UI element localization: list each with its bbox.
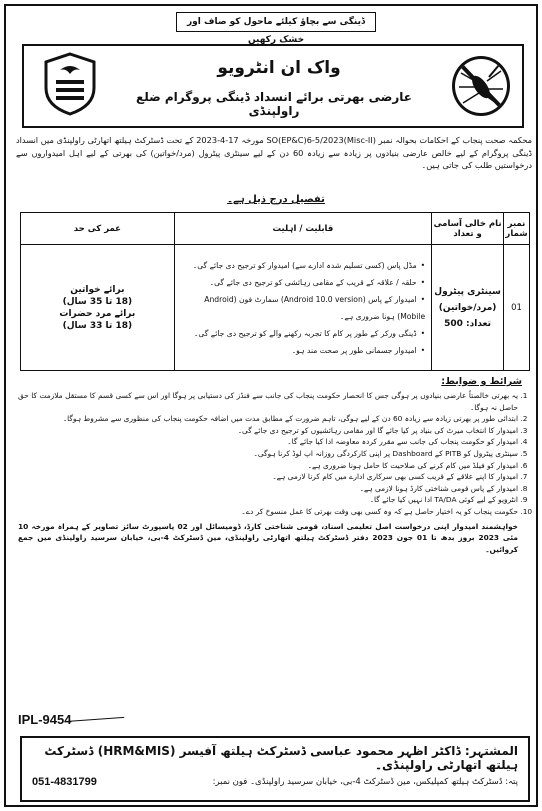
phone-number: 051-4831799 xyxy=(32,776,97,788)
post-name: سینٹری پیٹرول xyxy=(434,286,501,297)
cell-qualification xyxy=(174,245,431,371)
list-item: • حلقہ / علاقہ کے قریب کے مقامی رہائشی کو ترجیح دی جائے گی۔ xyxy=(181,274,425,291)
post-gender: (مرد/خواتین) xyxy=(438,302,497,313)
cell-age xyxy=(21,245,175,371)
page-title: واک ان انٹرویو xyxy=(217,58,341,78)
list-item: 4. امیدوار کو حکومت پنجاب کی جانب سے مقرر کردہ معاوضہ ادا کیا جائے گا۔ xyxy=(18,436,518,448)
table-header-row xyxy=(21,213,530,245)
punjab-government-logo-icon xyxy=(42,52,98,116)
terms-list xyxy=(18,390,532,555)
age-male-range: (18 تا 33 سال) xyxy=(62,320,133,331)
list-item: • ڈینگی ورکر کے طور پر کام کا تجربہ رکھنے والے کو ترجیح دی جائے گی۔ xyxy=(181,325,425,342)
header-age: عمر کی حد xyxy=(21,213,175,245)
header-serial: نمبر شمار xyxy=(504,213,530,245)
list-item: • امیدوار جسمانی طور پر صحت مند ہو۔ xyxy=(181,342,425,359)
page-subtitle: عارضی بھرتی برائے انسداد ڈینگی پروگرام ضلع راولپنڈی xyxy=(136,90,412,118)
list-item: 9. انٹرویو کے لیے کوئی TA/DA ادا نہیں کیا جائے گا۔ xyxy=(18,494,518,506)
list-item: 5. سینٹری پیٹرول کو PITB کے Dashboard پر اپنی کارکردگی روزانہ اپ لوڈ کرنا ہوگی۔ xyxy=(18,448,518,460)
post-count: تعداد: 500 xyxy=(444,318,492,329)
table-row xyxy=(21,245,530,371)
cell-serial: 01 xyxy=(504,245,530,371)
footer-box xyxy=(20,736,530,802)
list-item: 1. یہ بھرتی خالصتاً عارضی بنیادوں پر ہوگی جس کا انحصار حکومت پنجاب کی جانب سے فنڈز کی دستیابی پر ہوگا اور اس سے کسی قسم کا مستقل ملازمت کا حق حاصل نہ ہوگا۔ xyxy=(18,390,518,413)
vacancy-table xyxy=(20,212,530,371)
slogan-banner: ڈینگی سے بچاؤ کیلئے ماحول کو صاف اور خشک رکھیں xyxy=(176,12,376,32)
signature-mark xyxy=(64,708,125,722)
details-heading: تفصیل درج ذیل ہے۔ xyxy=(227,194,325,205)
list-item: 10. حکومت پنجاب کو یہ اختیار حاصل ہے کہ وہ کسی بھی وقت بھرتی کا عمل منسوخ کر دے۔ xyxy=(18,506,518,518)
list-item: 7. امیدوار کا اپنے علاقے کے قریب کسی بھی سرکاری ادارے میں کام کرنا لازمی ہے۔ xyxy=(18,471,518,483)
cell-post xyxy=(432,245,504,371)
intro-paragraph: محکمہ صحت پنجاب کے احکامات بحوالہ نمبر SO(EP&C)6-5/2023(Misc-II) مورخہ 17-4-2023 کے تحت ڈسٹرکٹ ہیلتھ اتھارٹی راولپنڈی میں انسداد ڈینگی پروگرام کے لیے خالص عارضی بنیادوں پر زیادہ سے زیادہ 60 دن کے لیے سینٹری پیٹرول (مرد/خواتین) کی بھرتی کے لیے اہل امیدواروں سے درخواستیں طلب کی جاتی ہیں۔ xyxy=(16,135,532,170)
list-item: 2. ابتدائی طور پر بھرتی زیادہ سے زیادہ 60 دن کے لیے ہوگی، تاہم ضرورت کے مطابق مدت میں اضافہ حکومت پنجاب کی منظوری سے مشروط ہوگا۔ xyxy=(18,413,518,425)
list-item: • مڈل پاس (کسی تسلیم شدہ ادارے سے) امیدوار کو ترجیح دی جائے گی۔ xyxy=(181,257,425,274)
list-item: 6. امیدوار کو فیلڈ میں کام کرنے کی صلاحیت کا حامل ہونا ضروری ہے۔ xyxy=(18,460,518,472)
header-box xyxy=(22,44,524,128)
age-female-range: (18 تا 35 سال) xyxy=(62,296,133,307)
list-item: • امیدوار کے پاس (Android 10.0 version) سمارٹ فون (Android Mobile) ہونا ضروری ہے۔ xyxy=(181,291,425,325)
anti-dengue-mosquito-icon xyxy=(452,56,510,116)
list-item: 8. امیدوار کے پاس قومی شناختی کارڈ ہونا لازمی ہے۔ xyxy=(18,483,518,495)
advertisement-page xyxy=(4,4,538,807)
header-post: نام خالی آسامی و تعداد xyxy=(432,213,504,245)
list-item: 3. امیدوار کا انتخاب میرٹ کی بنیاد پر کیا جائے گا اور مقامی رہائشیوں کو ترجیح دی جائے گی۔ xyxy=(18,425,518,437)
age-male-label: برائے مرد حضرات xyxy=(59,308,136,319)
header-qualification: قابلیت / اہلیت xyxy=(174,213,431,245)
advertiser-line: المشتہر: ڈاکٹر اظہر محمود عباسی ڈسٹرکٹ ہیلتھ آفیسر (HRM&MIS) ڈسٹرکٹ ہیلتھ اتھارٹی راولپنڈی۔ xyxy=(44,744,518,772)
address-line: پتہ: ڈسٹرکٹ ہیلتھ کمپلیکس، مین ڈسٹرکٹ 4-بی، خیابان سرسید راولپنڈی۔ فون نمبر: xyxy=(212,777,518,787)
age-female-label: برائے خواتین xyxy=(70,284,125,295)
application-instructions: خواہشمند امیدوار اپنی درخواست اصل تعلیمی اسناد، قومی شناختی کارڈ، ڈومیسائل اور 02 پاسپورٹ سائز تصاویر کے ہمراہ مورخہ 10 مئی 2023 بروز بدھ تا 01 جون 2023 دفتر ڈسٹرکٹ ہیلتھ اتھارٹی راولپنڈی، مین ڈسٹرکٹ 4-بی، خیابان سرسید راولپنڈی میں جمع کروائیں۔ xyxy=(18,521,518,554)
ipl-number: IPL-9454 xyxy=(18,712,72,727)
terms-heading: شرائط و ضوابط: xyxy=(441,376,522,387)
